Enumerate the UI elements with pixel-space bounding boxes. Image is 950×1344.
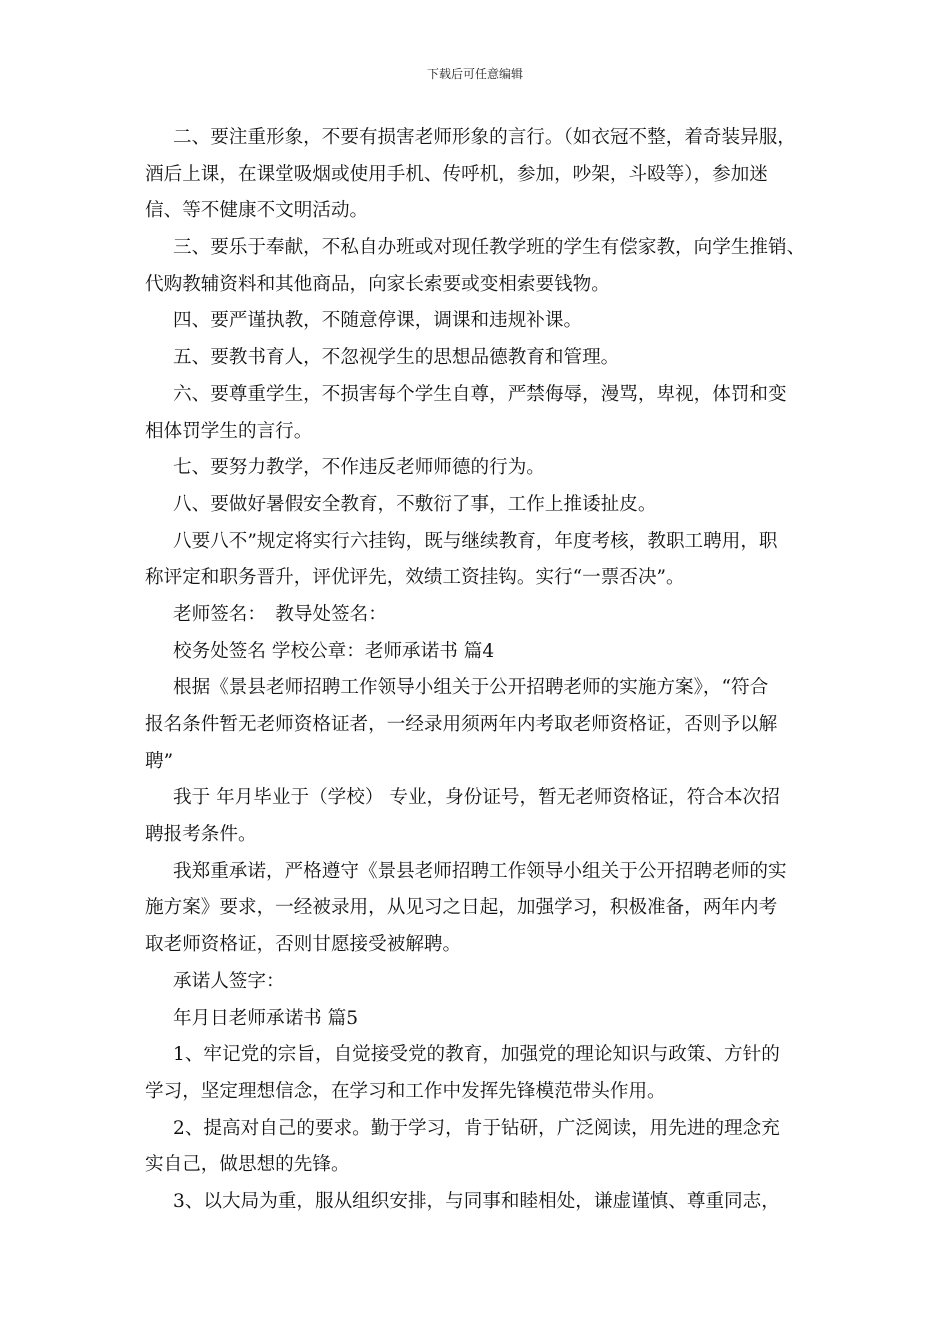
text-line: 实自己，做思想的先锋。 [145, 1154, 350, 1176]
text-line: 1、牢记党的宗旨，自觉接受党的教育，加强党的理论知识与政策、方针的 [173, 1044, 780, 1066]
text-line: 八、要做好暑假安全教育，不敷衍了事，工作上推诿扯皮。 [173, 493, 657, 515]
text-line: 四、要严谨执教，不随意停课，调课和违规补课。 [173, 310, 583, 332]
text-line: 2、提高对自己的要求。勤于学习，肯于钻研，广泛阅读，用先进的理念充 [173, 1117, 780, 1139]
document-body [145, 120, 813, 1221]
text-line: 八要八不”规定将实行六挂钩，既与继续教育，年度考核，教职工聘用，职 [173, 530, 778, 552]
text-line: 根据《景县老师招聘工作领导小组关于公开招聘老师的实施方案》，“符合 [173, 677, 769, 699]
text-line: 校务处签名 学校公章：老师承诺书 篇4 [173, 640, 495, 662]
text-line: 六、要尊重学生，不损害每个学生自尊，严禁侮辱，漫骂，卑视，体罚和变 [173, 383, 787, 405]
text-line: 我郑重承诺，严格遵守《景县老师招聘工作领导小组关于公开招聘老师的实 [173, 860, 787, 882]
text-line: 信、等不健康不文明活动。 [145, 200, 369, 222]
text-line: 五、要教书育人，不忽视学生的思想品德教育和管理。 [173, 347, 620, 369]
text-line: 称评定和职务晋升，评优评先，效绩工资挂钩。实行“一票否决”。 [145, 567, 685, 589]
text-line: 报名条件暂无老师资格证者，一经录用须两年内考取老师资格证，否则予以解 [145, 714, 778, 735]
text-line: 三、要乐于奉献，不私自办班或对现任教学班的学生有偿家教，向学生推销、 [173, 237, 806, 259]
text-line: 施方案》要求，一经被录用，从见习之日起，加强学习，积极准备，两年内考 [145, 897, 778, 919]
text-line: 3、以大局为重，服从组织安排，与同事和睦相处，谦虚谨慎、尊重同志， [173, 1190, 780, 1212]
text-line: 年月日老师承诺书 篇5 [173, 1007, 359, 1029]
text-line: 取老师资格证，否则甘愿接受被解聘。 [145, 934, 462, 956]
text-line: 酒后上课，在课堂吸烟或使用手机、传呼机，参加，吵架，斗殴等），参加迷 [145, 163, 768, 185]
text-line: 聘” [145, 750, 174, 772]
text-line: 七、要努力教学，不作违反老师师德的行为。 [173, 457, 545, 479]
text-line: 代购教辅资料和其他商品，向家长索要或变相索要钱物。 [145, 273, 610, 295]
text-line: 聘报考条件。 [145, 824, 257, 846]
page-header: 下载后可任意编辑 [426, 67, 523, 81]
text-line: 老师签名： 教导处签名： [173, 603, 387, 625]
text-line: 我于 年月毕业于（学校） 专业，身份证号，暂无老师资格证，符合本次招 [173, 787, 780, 809]
text-line: 学习，坚定理想信念，在学习和工作中发挥先锋模范带头作用。 [145, 1080, 666, 1102]
text-line: 承诺人签字： [173, 970, 285, 992]
text-line: 相体罚学生的言行。 [145, 420, 313, 442]
text-line: 二、要注重形象，不要有损害老师形象的言行。（如衣冠不整，着奇装异服， [173, 127, 796, 148]
